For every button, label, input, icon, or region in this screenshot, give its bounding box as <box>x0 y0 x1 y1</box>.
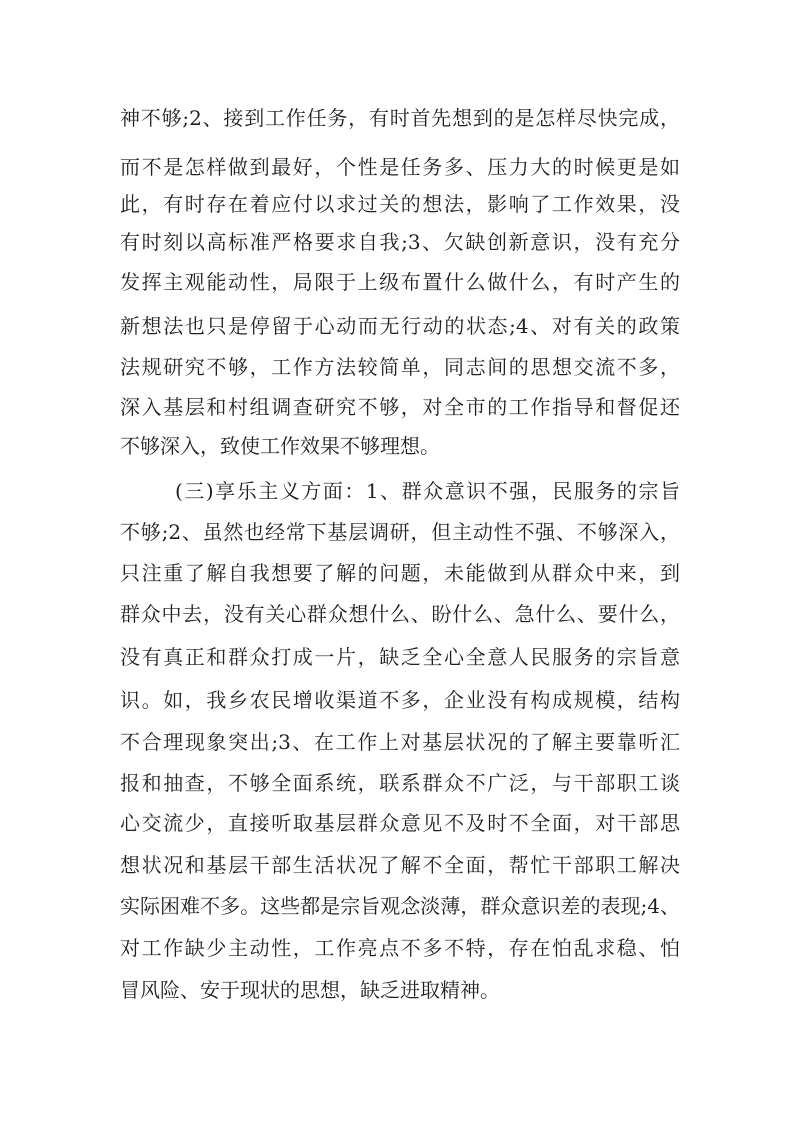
text-line: 不合理现象突出;3、在工作上对基层状况的了解主要靠听汇 <box>120 730 680 754</box>
text-line: 深入基层和村组调查研究不够，对全市的工作指导和督促还 <box>120 395 680 419</box>
text-line: 而不是怎样做到最好，个性是任务多、压力大的时候更是如 <box>120 155 680 179</box>
text-line: 没有真正和群众打成一片，缺乏全心全意人民服务的宗旨意 <box>120 645 680 669</box>
text-line: 不够;2、虽然也经常下基层调研，但主动性不强、不够深入， <box>120 520 680 544</box>
text-line: 发挥主观能动性，局限于上级布置什么做什么，有时产生的 <box>120 270 680 294</box>
text-line: 此，有时存在着应付以求过关的想法，影响了工作效果，没 <box>120 192 680 216</box>
text-line: 只注重了解自我想要了解的问题，未能做到从群众中来，到 <box>120 561 680 585</box>
text-line: 报和抽查，不够全面系统，联系群众不广泛，与干部职工谈 <box>120 771 680 795</box>
text-line: 心交流少，直接听取基层群众意见不及时不全面，对干部思 <box>120 811 680 835</box>
text-line: 群众中去，没有关心群众想什么、盼什么、急什么、要什么， <box>120 602 680 626</box>
text-line: 对工作缺少主动性，工作亮点不多不特，存在怕乱求稳、怕 <box>120 936 680 960</box>
text-line: 有时刻以高标准严格要求自我;3、欠缺创新意识，没有充分 <box>120 230 680 254</box>
text-line: 不够深入，致使工作效果不够理想。 <box>120 434 440 458</box>
text-line: 实际困难不多。这些都是宗旨观念淡薄，群众意识差的表现;4、 <box>120 894 680 918</box>
text-line: 法规研究不够，工作方法较简单，同志间的思想交流不多， <box>120 355 680 379</box>
text-line: 冒风险、安于现状的思想，缺乏进取精神。 <box>120 978 500 1002</box>
text-line: 识。如，我乡农民增收渠道不多，企业没有构成规模，结构 <box>120 688 680 712</box>
paragraph-first-line: (三)享乐主义方面：1、群众意识不强，民服务的宗旨 <box>175 479 680 503</box>
text-line: 新想法也只是停留于心动而无行动的状态;4、对有关的政策 <box>120 314 680 338</box>
text-line: 神不够;2、接到工作任务，有时首先想到的是怎样尽快完成， <box>120 106 680 130</box>
text-line: 想状况和基层干部生活状况了解不全面，帮忙干部职工解决 <box>120 853 680 877</box>
